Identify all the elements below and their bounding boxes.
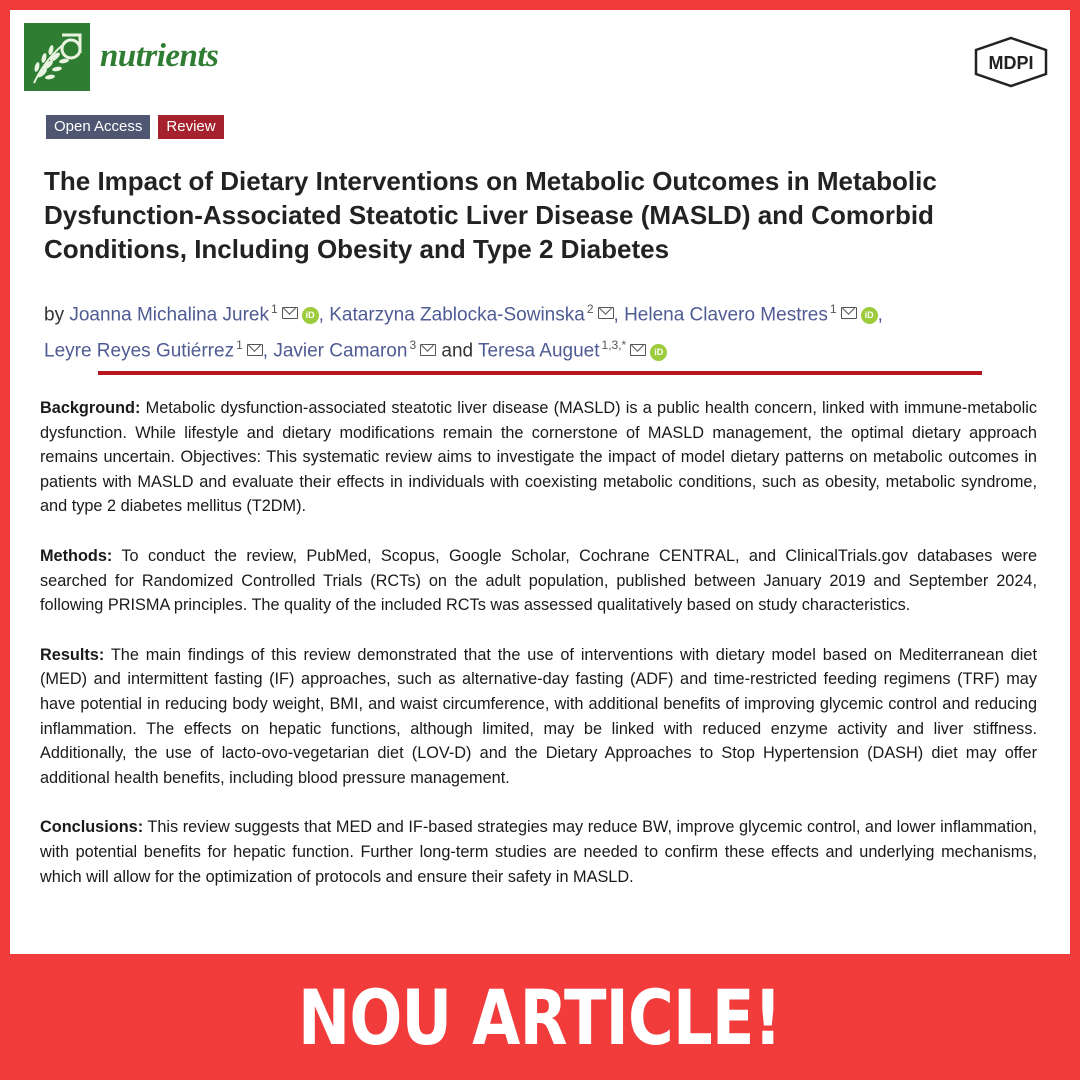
journal-name[interactable]: nutrients	[100, 38, 219, 74]
author-name[interactable]: Leyre Reyes Gutiérrez	[44, 340, 235, 362]
orcid-icon[interactable]: iD	[861, 307, 878, 324]
article-card	[10, 10, 1070, 954]
announcement-banner	[0, 954, 1080, 1080]
email-icon[interactable]	[630, 344, 646, 356]
results-text: The main findings of this review demonstrated that the use of interventions with dietary model based on Mediterranean diet (MED) and intermittent fasting (IF) approaches, such as alternative-day fasting (ADF) and time-restricted feeding regimens (TRF) may have potential in reducing body weight, BMI, and waist circumference, with additional benefits of improving glycemic control and reducing inflammation. The effects on hepatic functions, although limited, may be linked with reduced enzyme activity and liver stiffness. Additionally, the use of lacto-ovo-vegetarian diet (LOV-D) and the Dietary Approaches to Stop Hypertension (DASH) diet may offer additional health benefits, including blood pressure management.	[40, 645, 1037, 787]
mdpi-logo-icon[interactable]	[972, 36, 1050, 88]
author-list: by Joanna Michalina Jurek $^1$ iD , Katarzyna Zablocka-Sowinska $^2$ , Helena Clavero Mestres $^1$ iD , Leyre Reyes Gutiérrez $^1$ , Javier Camaron $^3$ and Teresa Auguet $^{1,3,*}$ iD	[44, 302, 883, 362]
results-label: Results:	[40, 645, 105, 664]
author-affiliation: 1,3,*	[601, 338, 627, 353]
background-label: Background:	[40, 399, 141, 417]
author-name[interactable]: Javier Camaron	[273, 340, 408, 362]
author-name[interactable]: Teresa Auguet	[478, 340, 600, 362]
author-name[interactable]: Joanna Michalina Jurek	[69, 304, 269, 326]
author-affiliation: 3	[409, 338, 417, 353]
nutrients-logo-icon[interactable]	[24, 23, 90, 91]
by-label: by	[44, 304, 65, 326]
methods-label: Methods:	[40, 546, 113, 565]
review-badge[interactable]: Review	[158, 115, 223, 139]
orcid-icon[interactable]: iD	[302, 307, 319, 324]
email-icon[interactable]	[598, 307, 614, 319]
author-name[interactable]: Katarzyna Zablocka-Sowinska	[329, 304, 585, 326]
abstract	[40, 396, 1037, 914]
author-affiliation: 1	[829, 302, 837, 316]
banner-text: NOU ARTICLE!	[298, 972, 782, 1062]
author-affiliation: 1	[236, 338, 243, 353]
open-access-badge[interactable]: Open Access	[46, 115, 150, 139]
conclusions-text: This review suggests that MED and IF-based strategies may reduce BW, improve glycemic control, and lower inflammation, with potential benefits for hepatic function. Further long-term studies are needed to confirm these effects and underlying mechanisms, which will allow for the optimization of protocols and ensure their safety in MASLD.	[40, 818, 1037, 886]
background-text: Metabolic dysfunction-associated steatotic liver disease (MASLD) is a public health concern, linked with immune-metabolic dysfunction. While lifestyle and dietary modifications remain the cornerstone of MASLD management, the optimal dietary approach remains uncertain. Objectives: This systematic review aims to investigate the impact of model dietary patterns on metabolic outcomes in patients with MASLD and evaluate their effects in individuals with coexisting metabolic conditions, such as obesity, metabolic syndrome, and type 2 diabetes mellitus (T2DM).	[40, 399, 1037, 516]
email-icon[interactable]	[282, 307, 298, 319]
author-affiliation: 2	[586, 302, 594, 316]
email-icon[interactable]	[247, 344, 263, 356]
author-affiliation: 1	[270, 302, 278, 316]
abstract-methods	[40, 544, 1037, 618]
article-title: The Impact of Dietary Interventions on Metabolic Outcomes in Metabolic Dysfunction-Associated Steatotic Liver Disease (MASLD) and Comorbid Conditions, Including Obesity and Type 2 Diabetes	[44, 166, 937, 264]
and-label: and	[441, 340, 474, 362]
abstract-results	[40, 643, 1037, 791]
publisher-name: MDPI	[988, 53, 1034, 73]
article-badges	[46, 115, 224, 139]
abstract-background	[40, 396, 1037, 519]
section-divider	[98, 371, 982, 375]
methods-text: To conduct the review, PubMed, Scopus, Google Scholar, Cochrane CENTRAL, and ClinicalTrials.gov databases were searched for Randomized Controlled Trials (RCTs) on the adult population, published between January 2019 and September 2024, following PRISMA principles. The quality of the included RCTs was assessed qualitatively based on study characteristics.	[40, 546, 1037, 615]
orcid-icon[interactable]: iD	[650, 344, 667, 361]
abstract-conclusions	[40, 815, 1037, 889]
email-icon[interactable]	[841, 307, 857, 319]
author-name[interactable]: Helena Clavero Mestres	[624, 304, 828, 326]
email-icon[interactable]	[420, 344, 436, 356]
conclusions-label: Conclusions:	[40, 818, 144, 837]
